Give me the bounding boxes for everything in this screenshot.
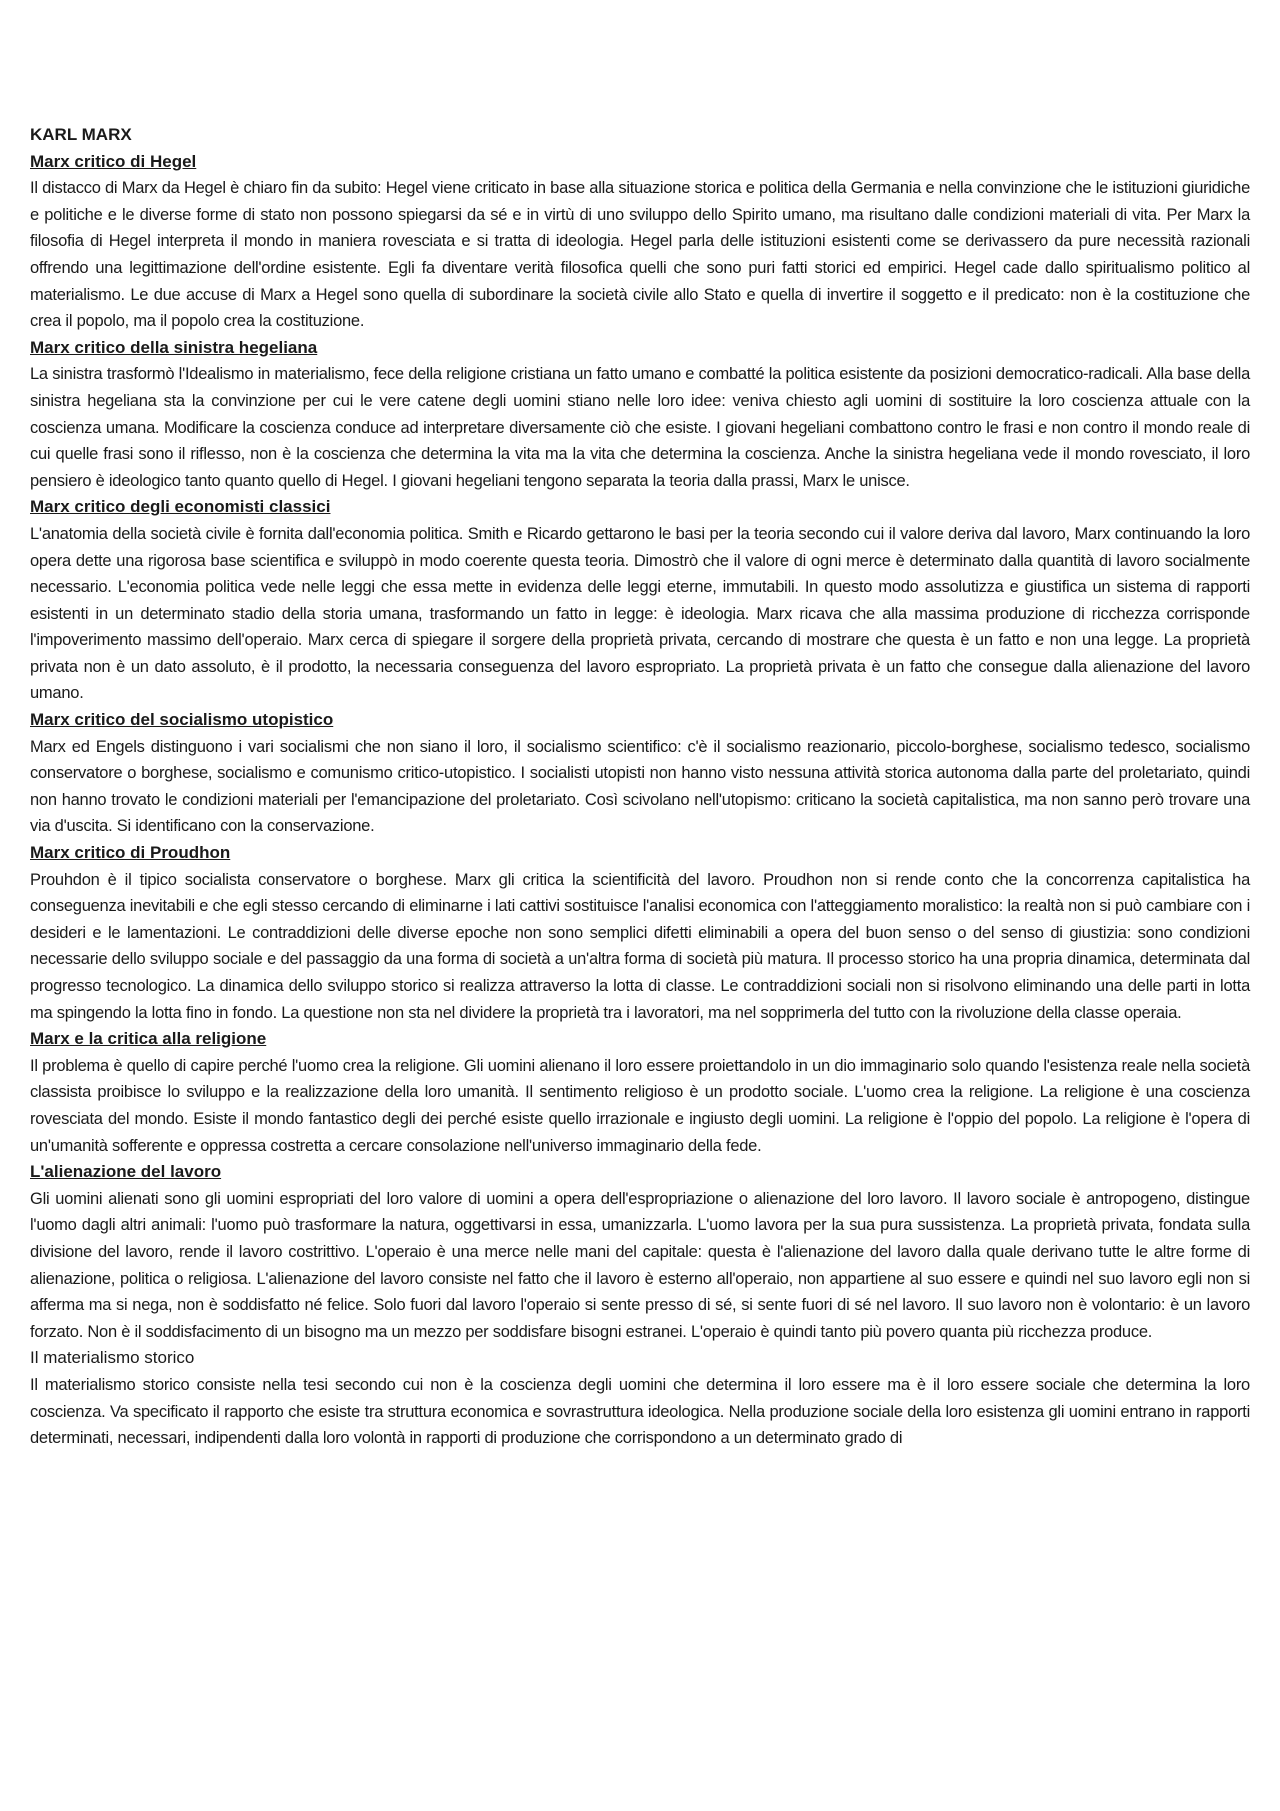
section-economisti-classici xyxy=(30,494,1250,707)
section-body: Il problema è quello di capire perché l'uomo crea la religione. Gli uomini alienano il loro essere proiettandolo in un dio immaginario solo quando l'esistenza reale nella società classista proibisce lo sviluppo e la realizzazione della loro umanità. Il sentimento religioso è un prodotto sociale. L'uomo crea la religione. La religione è una coscienza rovesciata del mondo. Esiste il mondo fantastico degli dei perché esiste quello irrazionale e ingiusto degli uomini. La religione è l'oppio del popolo. La religione è l'opera di un'umanità sofferente e oppressa costretta a cercare consolazione nell'universo immaginario della fede. xyxy=(30,1056,1250,1155)
section-body: Prouhdon è il tipico socialista conservatore o borghese. Marx gli critica la scientificità del lavoro. Proudhon non si rende conto che la concorrenza capitalistica ha conseguenza inevitabili e che egli stesso cercando di eliminarne i lati cattivi sostituisce l'analisi economica con l'atteggiamento moralistico: la realtà non si può cambiare con i desideri e le lamentazioni. Le contraddizioni delle diverse epoche non sono semplici difetti eliminabili a opera del buon senso o del senso di giustizia: sono condizioni necessarie dello sviluppo sociale e del passaggio da una forma di società a un'altra forma di società più matura. Il processo storico ha una propria dinamica, determinata dal progresso tecnologico. La dinamica dello sviluppo storico si realizza attraverso la lotta di classe. Le contraddizioni sociali non si risolvono eliminando una delle parti in lotta ma spingendo la lotta fino in fondo. La questione non sta nel dividere la proprietà tra i lavoratori, ma nel sopprimerla del tutto con la rivoluzione della classe operaia. xyxy=(30,870,1250,1022)
section-heading: L'alienazione del lavoro xyxy=(30,1162,222,1182)
section-heading: Marx critico della sinistra hegeliana xyxy=(30,337,318,357)
document-title: KARL MARX xyxy=(30,125,132,144)
section-heading: Marx e la critica alla religione xyxy=(30,1029,267,1049)
section-body: L'anatomia della società civile è fornita dall'economia politica. Smith e Ricardo gettarono le basi per la teoria secondo cui il valore deriva dal lavoro, Marx continuando la loro opera dette una rigorosa base scientifica e sviluppò in modo coerente questa teoria. Dimostrò che il valore di ogni merce è determinato dalla quantità di lavoro socialmente necessario. L'economia politica vede nelle leggi che essa mette in evidenza delle leggi eterne, immutabili. In questo modo assolutizza e giustifica un sistema di rapporti esistenti in un determinato stadio della storia umana, trasformando un fatto in legge: è ideologia. Marx ricava che alla massima produzione di ricchezza corrisponde l'impoverimento massimo dell'operaio. Marx cerca di spiegare il sorgere della proprietà privata, cercando di mostrare che questa è un fatto e non una legge. La proprietà privata non è un dato assoluto, è il prodotto, la necessaria conseguenza del lavoro espropriato. La proprietà privata è un fatto che consegue dalla alienazione del lavoro umano. xyxy=(30,524,1250,703)
section-heading: Marx critico di Proudhon xyxy=(30,843,231,863)
section-hegel xyxy=(30,149,1250,335)
section-religione xyxy=(30,1026,1250,1159)
document-page xyxy=(30,122,1250,1452)
section-heading: Marx critico di Hegel xyxy=(30,151,197,171)
section-heading: Il materialismo storico xyxy=(30,1348,195,1368)
section-body: Gli uomini alienati sono gli uomini espropriati del loro valore di uomini a opera dell'espropriazione o alienazione del loro lavoro. Il lavoro sociale è antropogeno, distingue l'uomo dagli altri animali: l'uomo può trasformare la natura, oggettivarsi in essa, umanizzarla. L'uomo lavora per la sua pura sussistenza. La proprietà privata, fondata sulla divisione del lavoro, rende il lavoro costrittivo. L'operaio è una merce nelle mani del capitale: questa è l'alienazione del lavoro dalla quale derivano tutte le altre forme di alienazione, politica o religiosa. L'alienazione del lavoro consiste nel fatto che il lavoro è esterno all'operaio, non appartiene al suo essere e quindi nel suo lavoro egli non si afferma ma si nega, non è soddisfatto né felice. Solo fuori dal lavoro l'operaio si sente presso di sé, si sente fuori di sé nel lavoro. Il suo lavoro non è volontario: è un lavoro forzato. Non è il soddisfacimento di un bisogno ma un mezzo per soddisfare bisogni estranei. L'operaio è quindi tanto più povero quanta più ricchezza produce. xyxy=(30,1189,1250,1341)
section-proudhon xyxy=(30,840,1250,1026)
section-materialismo-storico xyxy=(30,1345,1250,1451)
section-body: Marx ed Engels distinguono i vari socialismi che non siano il loro, il socialismo scientifico: c'è il socialismo reazionario, piccolo-borghese, socialismo tedesco, socialismo conservatore o borghese, socialismo e comunismo critico-utopistico. I socialisti utopisti non hanno visto nessuna attività storica autonoma dalla parte del proletariato, quindi non hanno trovato le condizioni materiali per l'emancipazione del proletariato. Così scivolano nell'utopismo: criticano la società capitalistica, ma non sanno però trovare una via d'uscita. Si identificano con la conservazione. xyxy=(30,737,1250,836)
section-body: Il distacco di Marx da Hegel è chiaro fin da subito: Hegel viene criticato in base alla situazione storica e politica della Germania e nella convinzione che le istituzioni giuridiche e politiche e le diverse forme di stato non possono spiegarsi da sé e in virtù di uno sviluppo dello Spirito umano, ma risultano dalle condizioni materiali di vita. Per Marx la filosofia di Hegel interpreta il mondo in maniera rovesciata e si tratta di ideologia. Hegel parla delle istituzioni esistenti come se derivassero da pure necessità razionali offrendo una legittimazione dell'ordine esistente. Egli fa diventare verità filosofica quelli che sono puri fatti storici ed empirici. Hegel cade dallo spiritualismo politico al materialismo. Le due accuse di Marx a Hegel sono quella di subordinare la società civile allo Stato e quella di invertire il soggetto e il predicato: non è la costituzione che crea il popolo, ma il popolo crea la costituzione. xyxy=(30,179,1250,331)
section-body: La sinistra trasformò l'Idealismo in materialismo, fece della religione cristiana un fatto umano e combatté la politica esistente da posizioni democratico-radicali. Alla base della sinistra hegeliana sta la convinzione per cui le vere catene degli uomini stiano nelle loro idee: veniva chiesto agli uomini di sostituire la loro coscienza attuale con la coscienza umana. Modificare la coscienza conduce ad interpretare diversamente ciò che esiste. I giovani hegeliani combattono contro le frasi e non contro il mondo reale di cui quelle frasi sono il riflesso, non è la coscienza che determina la vita ma la vita che determina la coscienza. Anche la sinistra hegeliana vede il mondo rovesciato, il loro pensiero è ideologico tanto quanto quello di Hegel. I giovani hegeliani tengono separata la teoria dalla prassi, Marx le unisce. xyxy=(30,365,1250,490)
section-heading: Marx critico del socialismo utopistico xyxy=(30,710,334,730)
section-sinistra-hegeliana xyxy=(30,335,1250,495)
section-body: Il materialismo storico consiste nella tesi secondo cui non è la coscienza degli uomini che determina il loro essere ma è il loro essere sociale che determina la loro coscienza. Va specificato il rapporto che esiste tra struttura economica e sovrastruttura ideologica. Nella produzione sociale della loro esistenza gli uomini entrano in rapporti determinati, necessari, indipendenti dalla loro volontà in rapporti di produzione che corrispondono a un determinato grado di xyxy=(30,1375,1250,1448)
section-alienazione-lavoro xyxy=(30,1159,1250,1345)
section-socialismo-utopistico xyxy=(30,707,1250,840)
section-heading: Marx critico degli economisti classici xyxy=(30,497,331,517)
